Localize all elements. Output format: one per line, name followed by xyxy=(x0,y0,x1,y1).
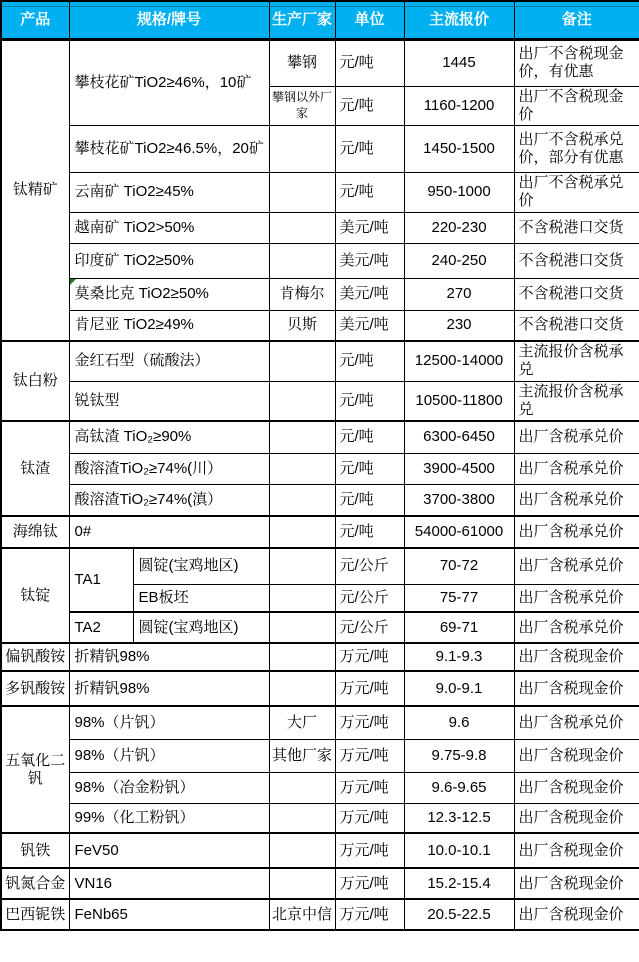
price-cell: 10.0-10.1 xyxy=(404,833,514,868)
price-cell: 10500-11800 xyxy=(404,381,514,421)
subspec-cell: 圆锭(宝鸡地区) xyxy=(133,548,269,584)
price-cell: 9.1-9.3 xyxy=(404,643,514,671)
unit-cell: 万元/吨 xyxy=(335,643,404,671)
unit-cell: 万元/吨 xyxy=(335,833,404,868)
note-cell: 出厂含税承兑价 xyxy=(514,421,639,453)
note-cell: 出厂含税现金价 xyxy=(514,899,639,930)
maker-cell: 攀钢以外厂家 xyxy=(269,86,335,126)
product-cell: 钛白粉 xyxy=(1,341,69,421)
table-row xyxy=(1,341,639,381)
product-cell: 五氧化二钒 xyxy=(1,706,69,833)
maker-cell xyxy=(269,612,335,643)
note-cell: 出厂含税现金价 xyxy=(514,643,639,671)
table-row xyxy=(1,243,639,278)
unit-cell: 元/吨 xyxy=(335,39,404,86)
note-cell: 主流报价含税承兑 xyxy=(514,381,639,421)
unit-cell: 美元/吨 xyxy=(335,278,404,310)
spec-cell: 酸溶渣TiO₂≥74%(滇） xyxy=(69,484,269,516)
price-cell: 15.2-15.4 xyxy=(404,868,514,899)
maker-cell xyxy=(269,803,335,833)
product-cell: 钛锭 xyxy=(1,548,69,643)
note-cell: 不含税港口交货 xyxy=(514,212,639,243)
maker-cell xyxy=(269,671,335,706)
product-cell: 钒铁 xyxy=(1,833,69,868)
spec-cell: 98%（冶金粉钒） xyxy=(69,772,269,803)
product-cell: 钒氮合金 xyxy=(1,868,69,899)
unit-cell: 元/吨 xyxy=(335,86,404,126)
price-cell: 20.5-22.5 xyxy=(404,899,514,930)
spec-cell: 99%（化工粉钒） xyxy=(69,803,269,833)
spec-cell: VN16 xyxy=(69,868,269,899)
unit-cell: 万元/吨 xyxy=(335,706,404,739)
price-cell: 1450-1500 xyxy=(404,126,514,173)
table-row xyxy=(1,739,639,772)
table-row xyxy=(1,899,639,930)
maker-cell xyxy=(269,126,335,173)
maker-cell xyxy=(269,484,335,516)
col-header-maker: 生产厂家 xyxy=(269,1,335,39)
unit-cell: 万元/吨 xyxy=(335,772,404,803)
spec-text: 莫桑比克 TiO2≥50% xyxy=(74,285,209,303)
spec-cell: FeV50 xyxy=(69,833,269,868)
unit-cell: 元/吨 xyxy=(335,341,404,381)
price-cell: 54000-61000 xyxy=(404,516,514,548)
product-cell: 多钒酸铵 xyxy=(1,671,69,706)
table-row xyxy=(1,212,639,243)
grade-cell: TA2 xyxy=(69,612,133,643)
table-row xyxy=(1,39,639,86)
price-cell: 270 xyxy=(404,278,514,310)
unit-cell: 美元/吨 xyxy=(335,310,404,341)
spec-cell: 攀枝花矿TiO2≥46.5%，20矿 xyxy=(69,126,269,173)
table-row xyxy=(1,421,639,453)
note-cell: 出厂含税现金价 xyxy=(514,772,639,803)
maker-cell xyxy=(269,516,335,548)
unit-cell: 万元/吨 xyxy=(335,671,404,706)
unit-cell: 美元/吨 xyxy=(335,243,404,278)
table-row xyxy=(1,126,639,173)
maker-cell: 攀钢 xyxy=(269,39,335,86)
col-header-price: 主流报价 xyxy=(404,1,514,39)
maker-cell xyxy=(269,643,335,671)
product-cell: 巴西铌铁 xyxy=(1,899,69,930)
col-header-note: 备注 xyxy=(514,1,639,39)
note-cell: 出厂含税承兑价 xyxy=(514,706,639,739)
table-row xyxy=(1,453,639,484)
maker-cell xyxy=(269,868,335,899)
unit-cell: 万元/吨 xyxy=(335,803,404,833)
price-cell: 1160-1200 xyxy=(404,86,514,126)
unit-cell: 万元/吨 xyxy=(335,739,404,772)
table-row xyxy=(1,671,639,706)
note-cell: 出厂含税承兑价 xyxy=(514,612,639,643)
note-cell: 出厂含税现金价 xyxy=(514,803,639,833)
maker-cell xyxy=(269,173,335,213)
price-cell: 70-72 xyxy=(404,548,514,584)
product-cell: 钛渣 xyxy=(1,421,69,516)
unit-cell: 元/吨 xyxy=(335,421,404,453)
maker-cell xyxy=(269,341,335,381)
spec-cell: 越南矿 TiO2>50% xyxy=(69,212,269,243)
spec-cell xyxy=(69,278,269,310)
price-cell: 75-77 xyxy=(404,584,514,612)
spec-cell: 攀枝花矿TiO2≥46%，10矿 xyxy=(69,39,269,126)
price-cell: 12.3-12.5 xyxy=(404,803,514,833)
maker-cell xyxy=(269,243,335,278)
note-cell: 出厂不含税现金价，有优惠 xyxy=(514,39,639,86)
price-cell: 3900-4500 xyxy=(404,453,514,484)
note-cell: 出厂不含税承兑价 xyxy=(514,173,639,213)
note-cell: 出厂含税现金价 xyxy=(514,671,639,706)
col-header-unit: 单位 xyxy=(335,1,404,39)
maker-cell xyxy=(269,833,335,868)
table-row xyxy=(1,772,639,803)
comment-marker-icon xyxy=(70,279,76,285)
note-cell: 主流报价含税承兑 xyxy=(514,341,639,381)
spec-cell: FeNb65 xyxy=(69,899,269,930)
maker-cell xyxy=(269,548,335,584)
unit-cell: 元/公斤 xyxy=(335,584,404,612)
unit-cell: 元/吨 xyxy=(335,516,404,548)
col-header-product: 产品 xyxy=(1,1,69,39)
unit-cell: 元/公斤 xyxy=(335,612,404,643)
note-cell: 出厂含税现金价 xyxy=(514,868,639,899)
unit-cell: 元/吨 xyxy=(335,173,404,213)
note-cell: 出厂含税承兑价 xyxy=(514,548,639,584)
price-cell: 9.75-9.8 xyxy=(404,739,514,772)
unit-cell: 元/吨 xyxy=(335,126,404,173)
header-row xyxy=(1,1,639,39)
note-cell: 不含税港口交货 xyxy=(514,310,639,341)
subspec-cell: EB板坯 xyxy=(133,584,269,612)
price-cell: 9.6 xyxy=(404,706,514,739)
spec-cell: 酸溶渣TiO₂≥74%(川） xyxy=(69,453,269,484)
table-row xyxy=(1,381,639,421)
spec-cell: 98%（片钒） xyxy=(69,739,269,772)
price-cell: 1445 xyxy=(404,39,514,86)
spec-cell: 锐钛型 xyxy=(69,381,269,421)
note-cell: 出厂含税承兑价 xyxy=(514,584,639,612)
spec-cell: 98%（片钒） xyxy=(69,706,269,739)
price-cell: 240-250 xyxy=(404,243,514,278)
note-cell: 出厂含税承兑价 xyxy=(514,453,639,484)
price-cell: 950-1000 xyxy=(404,173,514,213)
table-row xyxy=(1,612,639,643)
subspec-cell: 圆锭(宝鸡地区) xyxy=(133,612,269,643)
maker-cell: 大厂 xyxy=(269,706,335,739)
spec-cell: 印度矿 TiO2≥50% xyxy=(69,243,269,278)
table-row xyxy=(1,833,639,868)
price-cell: 6300-6450 xyxy=(404,421,514,453)
spec-cell: 0# xyxy=(69,516,269,548)
maker-cell: 贝斯 xyxy=(269,310,335,341)
note-cell: 出厂含税现金价 xyxy=(514,833,639,868)
maker-cell: 北京中信 xyxy=(269,899,335,930)
price-cell: 69-71 xyxy=(404,612,514,643)
table-row xyxy=(1,643,639,671)
table-row xyxy=(1,548,639,584)
unit-cell: 元/吨 xyxy=(335,381,404,421)
table-row xyxy=(1,173,639,213)
table-row xyxy=(1,484,639,516)
spec-cell: 金红石型（硫酸法） xyxy=(69,341,269,381)
maker-cell xyxy=(269,381,335,421)
price-cell: 9.6-9.65 xyxy=(404,772,514,803)
note-cell: 出厂含税承兑价 xyxy=(514,484,639,516)
unit-cell: 元/公斤 xyxy=(335,548,404,584)
price-cell: 3700-3800 xyxy=(404,484,514,516)
table-row xyxy=(1,868,639,899)
col-header-spec: 规格/牌号 xyxy=(69,1,269,39)
unit-cell: 美元/吨 xyxy=(335,212,404,243)
table-row xyxy=(1,803,639,833)
price-cell: 230 xyxy=(404,310,514,341)
note-cell: 不含税港口交货 xyxy=(514,278,639,310)
unit-cell: 元/吨 xyxy=(335,484,404,516)
product-cell: 偏钒酸铵 xyxy=(1,643,69,671)
spec-cell: 肯尼亚 TiO2≥49% xyxy=(69,310,269,341)
maker-cell: 肯梅尔 xyxy=(269,278,335,310)
note-cell: 出厂含税承兑价 xyxy=(514,516,639,548)
spec-cell: 折精钒98% xyxy=(69,643,269,671)
unit-cell: 万元/吨 xyxy=(335,899,404,930)
spec-cell: 高钛渣 TiO₂≥90% xyxy=(69,421,269,453)
grade-cell: TA1 xyxy=(69,548,133,612)
note-cell: 不含税港口交货 xyxy=(514,243,639,278)
table-row xyxy=(1,310,639,341)
maker-cell xyxy=(269,584,335,612)
table-row xyxy=(1,516,639,548)
note-cell: 出厂不含税现金价 xyxy=(514,86,639,126)
note-cell: 出厂不含税承兑价，部分有优惠 xyxy=(514,126,639,173)
price-cell: 9.0-9.1 xyxy=(404,671,514,706)
unit-cell: 元/吨 xyxy=(335,453,404,484)
product-cell: 钛精矿 xyxy=(1,39,69,341)
price-cell: 12500-14000 xyxy=(404,341,514,381)
maker-cell xyxy=(269,421,335,453)
price-cell: 220-230 xyxy=(404,212,514,243)
maker-cell xyxy=(269,772,335,803)
maker-cell xyxy=(269,212,335,243)
spec-cell: 折精钒98% xyxy=(69,671,269,706)
unit-cell: 万元/吨 xyxy=(335,868,404,899)
product-cell: 海绵钛 xyxy=(1,516,69,548)
table-row xyxy=(1,706,639,739)
note-cell: 出厂含税现金价 xyxy=(514,739,639,772)
maker-cell: 其他厂家 xyxy=(269,739,335,772)
table-row xyxy=(1,278,639,310)
spec-cell: 云南矿 TiO2≥45% xyxy=(69,173,269,213)
maker-cell xyxy=(269,453,335,484)
